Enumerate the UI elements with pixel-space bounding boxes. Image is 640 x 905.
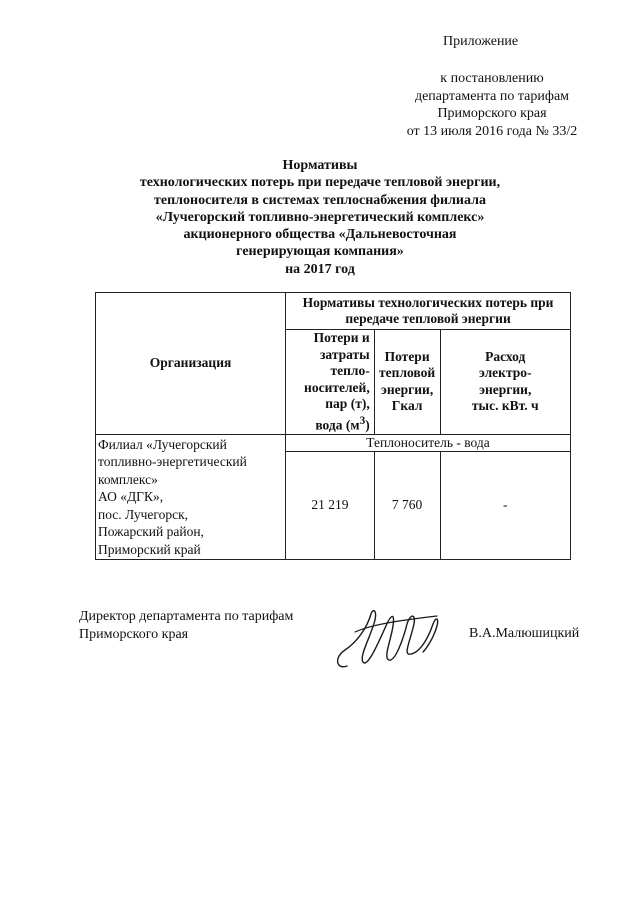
document-title [100,157,540,278]
attachment-line: к постановлению [440,71,544,86]
title-line: акционерного общества «Дальневосточная [183,227,457,243]
title-line: генерирующая компания» [236,244,404,260]
signatory-name: В.А.Малюшицкий [469,626,580,641]
organization-header: Организация [96,293,286,435]
title-line: «Лучегорский топливно-энергетический комплекс» [155,209,485,225]
organization-cell: Филиал «Лучегорский топливно-энергетический комплекс» АО «ДГК», пос. Лучегорск, Пожарский район, Приморский край [96,434,286,559]
title-line: теплоносителя в системах теплоснабжения филиала [154,192,486,208]
heat-carrier-losses-value: 21 219 [286,452,375,559]
heat-carrier-losses-header: Потери и затраты тепло- носителей, пар (т), вода $(м^3)$ [286,330,375,435]
heat-energy-losses-value: 7 760 [374,452,440,559]
attachment-line: от 13 июля 2016 года № 33/2 [406,123,578,139]
heat-carrier-medium: Теплоноситель - вода [286,434,571,452]
attachment-line: Приморского края [437,106,547,121]
norms-table [95,292,571,560]
handwritten-signature [333,606,443,672]
electricity-consumption-value: - [440,452,570,559]
title-line: технологических потерь при передаче тепловой энергии, [139,175,501,191]
attachment-title: Приложение [443,34,519,49]
attachment-reference [392,70,592,140]
attachment-line: департамента по тарифам [414,88,570,104]
title-line: на 2017 год [285,261,355,277]
electricity-consumption-header: Расход электро- энергии, тыс. кВт. ч [440,330,570,435]
heat-energy-losses-header: Потери тепловой энергии, Гкал [374,330,440,435]
signatory-position: Директор департамента по тарифам Приморского края [79,609,294,642]
norms-group-header: Нормативы технологических потерь при передаче тепловой энергии [286,293,571,330]
title-line: Нормативы [282,158,358,173]
